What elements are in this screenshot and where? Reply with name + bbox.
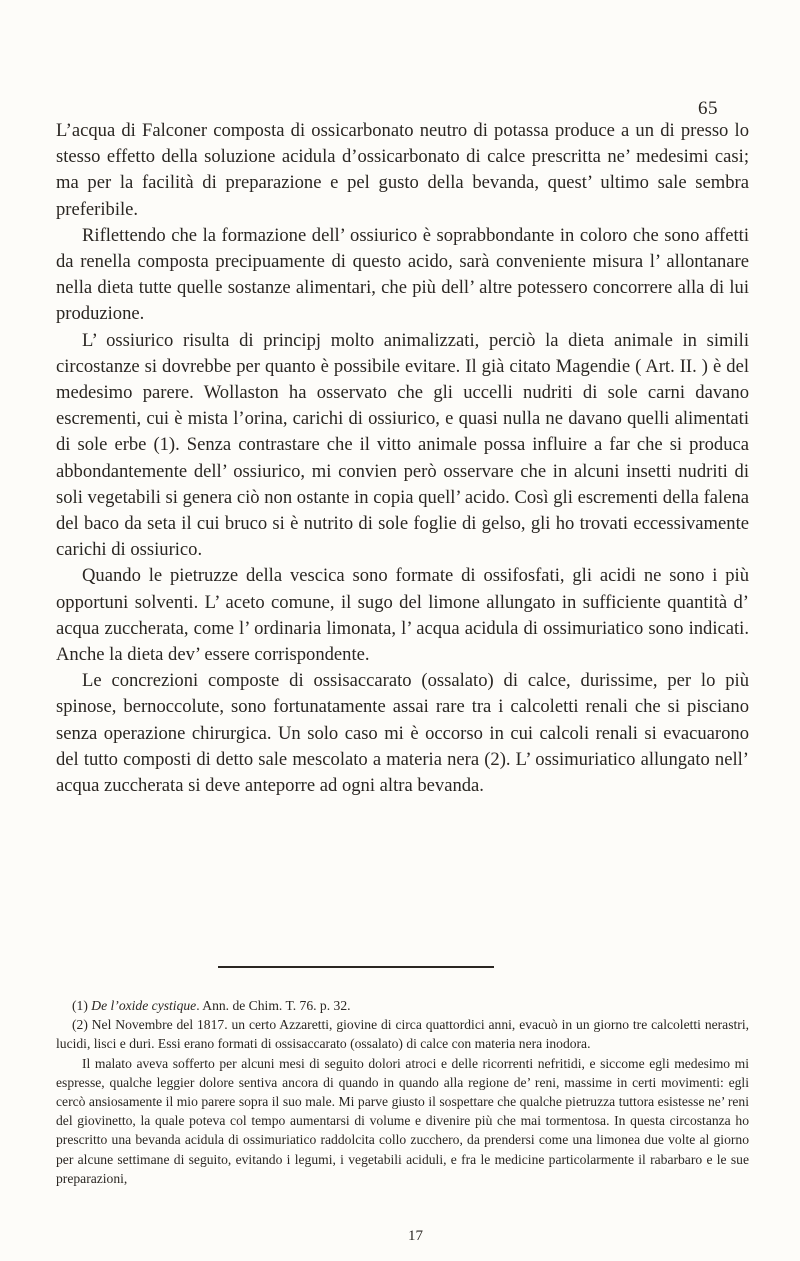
paragraph-uric-diet: Riflettendo che la formazione dell’ ossiurico è soprabbondante in coloro che sono affetti da renella composta precipuamente di questo acido, sarà conveniente misura l’ allontanare nella dieta tutte quelle sostanze alimentari, che più dell’ altre potessero concorrere alla di lui produzione. <box>56 224 749 325</box>
footnote-divider <box>218 966 494 968</box>
footnote-2-continued: Il malato aveva sofferto per alcuni mesi di seguito dolori atroci e delle ricorrenti nefritidi, e siccome egli medesimo mi espresse, qualche leggier dolore sentiva ancora di quando in quando alla regione de’ reni, massime in certi movimenti: egli cercò ansiosamente il mio parere sopra il suo male. Mi parve giusto il sospettare che qualche pietruzza tuttora esistesse ne’ reni del giovinetto, la quale poteva col tempo aumentarsi di volume e divenire più che mai tormentosa. In questa circostanza ho prescritto una bevanda acidula di ossimuriatico raddolcita collo zucchero, da prendersi come una limonea due volte al giorno per alcune settimane di seguito, evitando i legumi, i vegetabili aciduli, e fra le medicine particolarmente il rabarbaro e le sue preparazioni, <box>56 1055 749 1186</box>
footnotes <box>56 996 749 1188</box>
main-text <box>56 118 749 799</box>
paragraph-animal-diet: L’ ossiurico risulta di principj molto animalizzati, perciò la dieta animale in simili circostanze si dovrebbe per quanto è possibile evitare. Il già citato Magendie ( Art. II. ) è del medesimo parere. Wollaston ha osservato che gli uccelli nudriti di sole carni davano escrementi, cui è mista l’orina, carichi di ossiurico, e quasi nulla ne davano quelli alimentati di sole erbe (1). Senza contrastare che il vitto animale possa influire a far che si produca abbondantemente dell’ ossiurico, mi convien però osservare che in alcuni insetti nudriti di soli vegetabili si genera ciò non ostante in copia quell’ acido. Così gli escrementi della falena del baco da seta il cui bruco si è nutrito di sole foglie di gelso, gli ho trovati eccessivamente carichi di ossiurico. <box>56 329 749 561</box>
page-number: 65 <box>698 98 718 119</box>
footnote-2: (2) Nel Novembre del 1817. un certo Azzaretti, giovine di circa quattordici anni, evacuò in un giorno tre calcoletti nerastri, lucidi, lisci e duri. Essi erano formati di ossisaccarato (ossalato) di calce con materia nera inodora. <box>56 1017 749 1052</box>
footnote-1 <box>56 996 749 1015</box>
footnote-1-citation: . Ann. de Chim. T. 76. p. 32. <box>196 998 351 1013</box>
footnote-1-title: De l’oxide cystique <box>91 998 197 1013</box>
paragraph-phosphate-stones: Quando le pietruzze della vescica sono formate di ossifosfati, gli acidi ne sono i più opportuni solventi. L’ aceto comune, il sugo del limone allungato in sufficiente quantità d’ acqua zuccherata, come l’ ordinaria limonata, l’ acqua acidula di ossimuriatico sono indicati. Anche la dieta dev’ essere corrispondente. <box>56 565 749 666</box>
signature-mark: 17 <box>408 1228 423 1244</box>
footnote-1-mark: (1) <box>72 998 88 1013</box>
paragraph-falconer-water: L’acqua di Falconer composta di ossicarbonato neutro di potassa produce a un di presso lo stesso effetto della soluzione acidula d’ossicarbonato di calce prescritta ne’ medesimi casi; ma per la facilità di preparazione e pel gusto della bevanda, quest’ ultimo sale sembra preferibile. <box>56 120 749 220</box>
paragraph-oxalate-stones: Le concrezioni composte di ossisaccarato (ossalato) di calce, durissime, per lo più spinose, bernoccolute, sono fortunatamente assai rare tra i calcoletti renali che si pisciano senza operazione chirurgica. Un solo caso mi è occorso in cui calcoli renali si evacuarono del tutto composti di detto sale mescolato a materia nera (2). L’ ossimuriatico allungato nell’ acqua zuccherata si deve anteporre ad ogni altra bevanda. <box>56 670 749 797</box>
